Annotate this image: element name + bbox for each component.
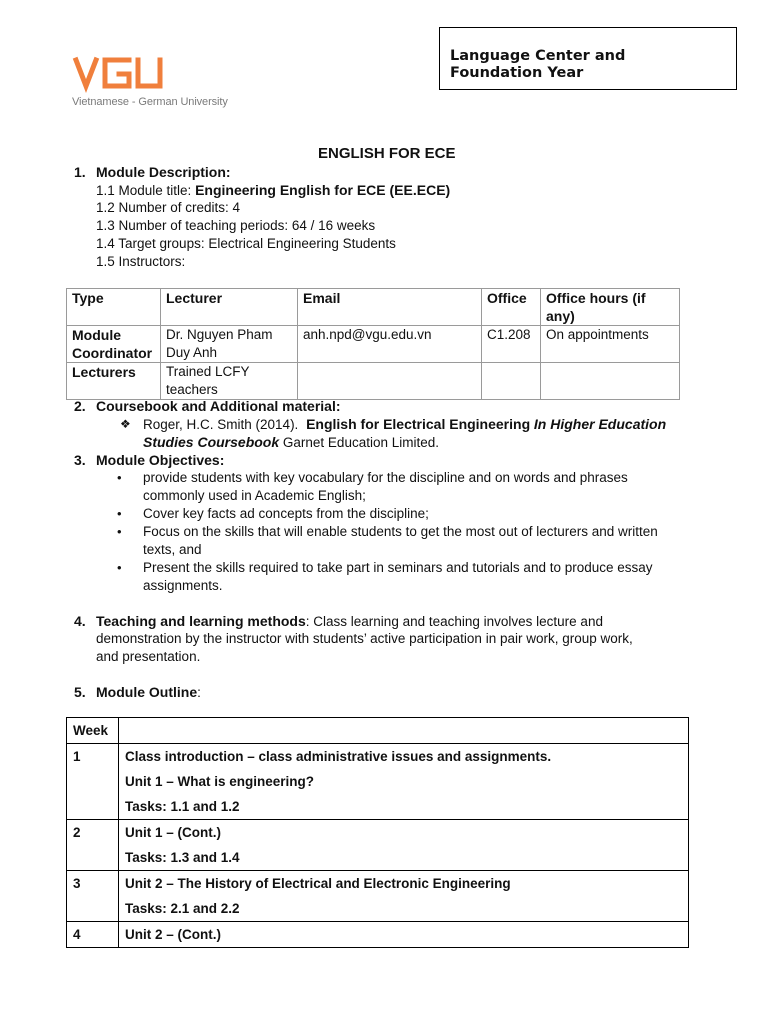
outline-line: Class introduction – class administrative issues and assignments. <box>125 749 552 764</box>
coursebook-reference-line-1 <box>143 415 666 434</box>
reference-title-italic: In Higher Education <box>533 416 667 432</box>
table-row <box>67 922 689 948</box>
column-header: Office <box>482 289 541 326</box>
email-cell: anh.npd@vgu.edu.vn <box>298 326 482 363</box>
outline-line: Unit 1 – (Cont.) <box>125 825 221 840</box>
outline-line: Unit 2 – (Cont.) <box>125 927 221 942</box>
type-cell: Lecturers <box>67 363 161 400</box>
table-row <box>67 744 689 820</box>
reference-title: English for Electrical Engineering <box>306 416 531 432</box>
diamond-bullet-icon: ❖ <box>120 417 131 431</box>
outline-line: Tasks: 1.3 and 1.4 <box>125 850 240 865</box>
objective-line: • provide students with key vocabulary for the discipline and on words and phrases <box>143 470 628 485</box>
target-groups-row: 1.4 Target groups: Electrical Engineering Students <box>96 236 396 251</box>
type-line: Coordinator <box>72 345 153 361</box>
lecturer-line: Duy Anh <box>166 345 218 360</box>
week-content-cell <box>119 744 689 820</box>
objectives-list <box>143 469 658 595</box>
teaching-periods-row: 1.3 Number of teaching periods: 64 / 16 weeks <box>96 218 376 233</box>
list-item <box>143 559 658 595</box>
objective-line: • Present the skills required to take part in seminars and tutorials and to produce essay <box>143 560 653 575</box>
instructors-row: 1.5 Instructors: <box>96 254 186 269</box>
section-5-line <box>96 683 201 702</box>
outline-line: Tasks: 1.1 and 1.2 <box>125 799 240 814</box>
type-line: Module <box>72 327 121 343</box>
column-header: Type <box>67 289 161 326</box>
week-cell <box>67 820 119 871</box>
objective-line: • Focus on the skills that will enable students to get the most out of lecturers and written <box>143 524 658 539</box>
section-1-number: 1. <box>74 164 86 180</box>
section-5-number: 5. <box>74 684 86 700</box>
document-title: ENGLISH FOR ECE <box>318 145 456 162</box>
week-number: 4 <box>73 927 81 942</box>
objective-line: commonly used in Academic English; <box>143 488 366 503</box>
logo-subtitle: Vietnamese - German University <box>72 96 228 108</box>
credits-row: 1.2 Number of credits: 4 <box>96 200 241 215</box>
section-3-number: 3. <box>74 452 86 468</box>
module-outline-table <box>66 717 689 948</box>
lecturer-cell <box>161 363 298 400</box>
section-4-heading: Teaching and learning methods <box>96 613 306 629</box>
coursebook-reference-line-2 <box>143 433 439 452</box>
column-header: Email <box>298 289 482 326</box>
week-cell <box>67 744 119 820</box>
lecturer-line: Dr. Nguyen Pham <box>166 327 273 342</box>
week-number: 3 <box>73 876 81 891</box>
section-4-line-2: demonstration by the instructor with students’ active participation in pair work, group work, <box>96 631 633 646</box>
list-item <box>143 523 658 559</box>
list-item <box>143 505 658 523</box>
outline-line: Tasks: 2.1 and 2.2 <box>125 901 240 916</box>
department-line-2: Foundation Year <box>450 65 584 81</box>
section-4-line-1 <box>96 612 603 631</box>
objective-line: • Cover key facts ad concepts from the discipline; <box>143 506 429 521</box>
table-row <box>67 871 689 922</box>
section-4-text: : Class learning and teaching involves lecture and <box>305 614 603 629</box>
section-5-colon: : <box>197 685 201 700</box>
office-hours-cell <box>541 363 680 400</box>
section-2-heading: Coursebook and Additional material: <box>96 398 341 414</box>
week-header-text: Week <box>73 723 109 738</box>
reference-author: Roger, H.C. Smith (2014). <box>143 417 299 432</box>
module-title-row <box>96 181 450 200</box>
lecturer-cell <box>161 326 298 363</box>
table-row <box>67 363 680 400</box>
department-line-1: Language Center and <box>450 48 626 64</box>
outline-line: Unit 1 – What is engineering? <box>125 774 315 789</box>
department-box <box>439 27 737 90</box>
section-3-heading: Module Objectives: <box>96 452 225 468</box>
reference-publisher: Garnet Education Limited. <box>282 435 439 450</box>
outline-line: Unit 2 – The History of Electrical and Electronic Engineering <box>125 876 511 891</box>
week-header <box>67 718 119 744</box>
section-4-line-3: and presentation. <box>96 649 201 664</box>
instructors-table <box>66 288 680 400</box>
week-number: 2 <box>73 825 81 840</box>
section-1-heading: Module Description: <box>96 164 231 180</box>
table-row <box>67 326 680 363</box>
week-content-cell <box>119 922 689 948</box>
table-header-row <box>67 718 689 744</box>
week-cell <box>67 871 119 922</box>
objective-line: assignments. <box>143 578 223 593</box>
reference-title-italic: Studies Coursebook <box>143 434 280 450</box>
lecturer-line: Trained LCFY <box>166 364 250 379</box>
lecturer-line: teachers <box>166 382 218 397</box>
column-header: Office hours (if any) <box>541 289 680 326</box>
office-cell <box>482 363 541 400</box>
week-content-cell <box>119 871 689 922</box>
column-header: Lecturer <box>161 289 298 326</box>
type-cell <box>67 326 161 363</box>
week-number: 1 <box>73 749 81 764</box>
section-2-number: 2. <box>74 398 86 414</box>
list-item <box>143 469 658 505</box>
objective-line: texts, and <box>143 542 202 557</box>
office-cell: C1.208 <box>482 326 541 363</box>
table-header-row <box>67 289 680 326</box>
table-row <box>67 820 689 871</box>
section-5-heading: Module Outline <box>96 684 198 700</box>
module-title-value: Engineering English for ECE (EE.ECE) <box>195 182 451 198</box>
office-hours-cell: On appointments <box>541 326 680 363</box>
content-header <box>119 718 689 744</box>
module-title-label: 1.1 Module title: <box>96 183 196 198</box>
week-cell <box>67 922 119 948</box>
email-cell <box>298 363 482 400</box>
section-4-number: 4. <box>74 613 86 629</box>
week-content-cell <box>119 820 689 871</box>
